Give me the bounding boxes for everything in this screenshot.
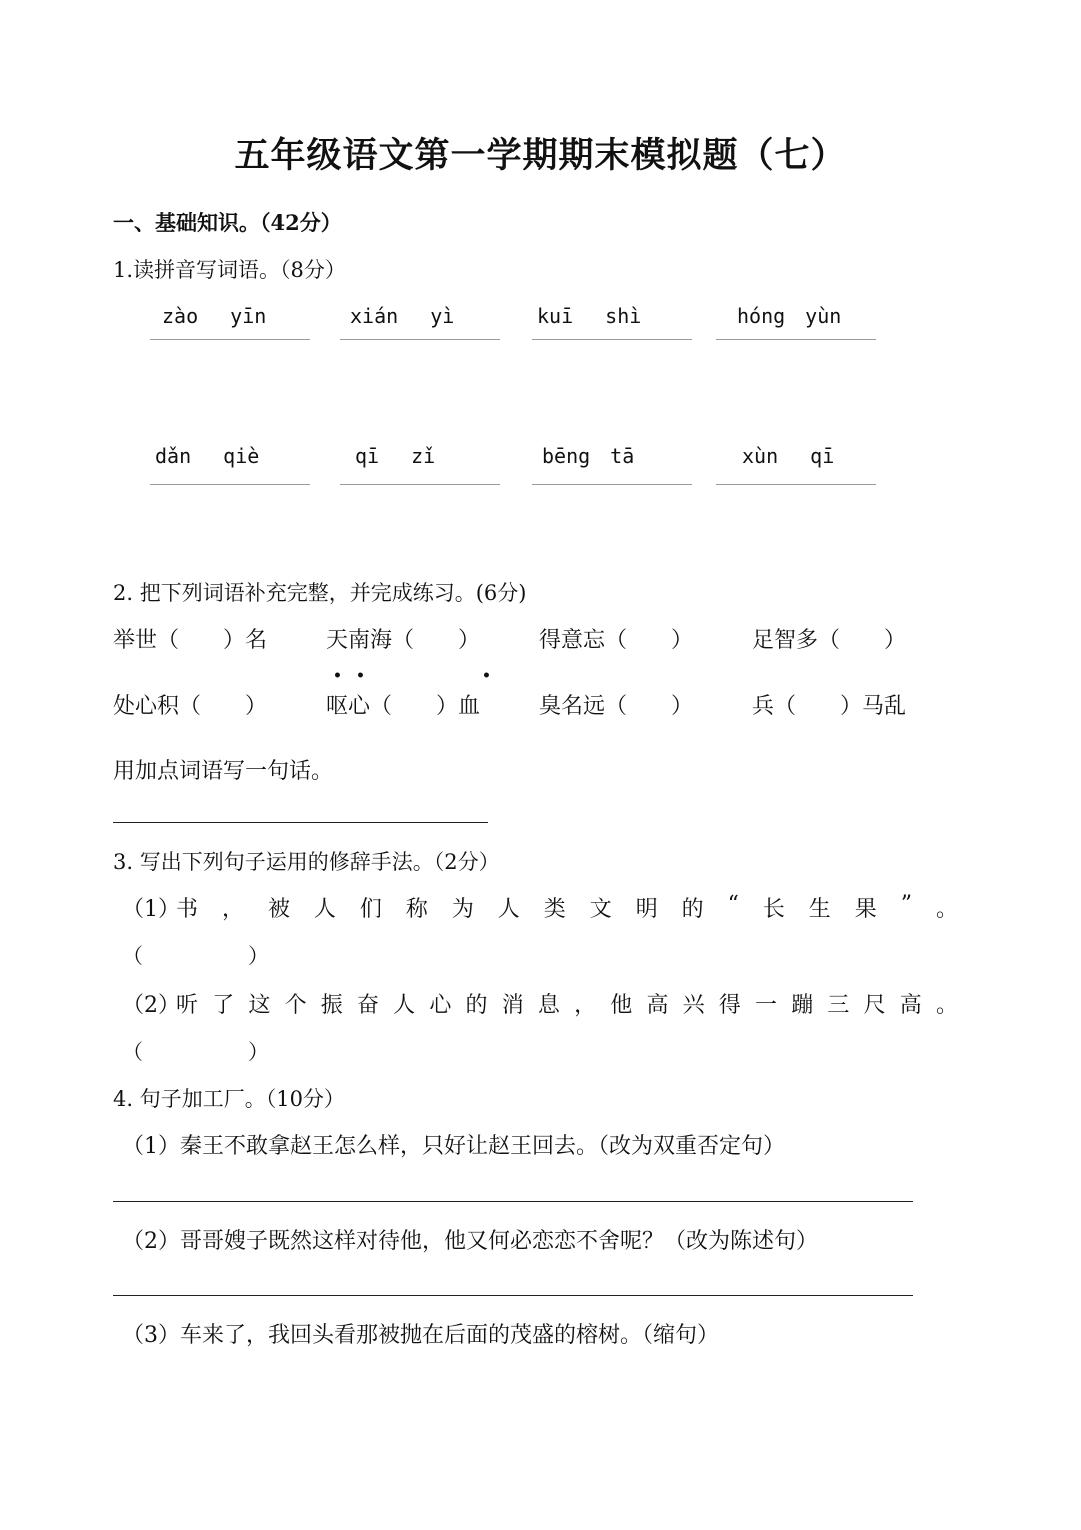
pinyin-2-2: qī zǐ [355, 444, 436, 468]
emphasis-dot: • [482, 668, 491, 684]
page-title: 五年级语文第一学期期末模拟题（七） [234, 135, 847, 176]
sentence-char: 蹦 [791, 993, 814, 1018]
pinyin-1-2: xián yì [350, 304, 455, 328]
sentence-char: 被 [267, 897, 290, 922]
sentence-char: 明 [635, 897, 658, 922]
sentence-char: 的 [681, 897, 704, 922]
sentence-char: 尺 [863, 993, 886, 1018]
sentence-char: 称 [405, 897, 428, 922]
sentence-2-prefix: （2） [122, 993, 180, 1018]
sentence-char: 消 [501, 993, 524, 1018]
idiom-1[interactable]: 举世（ ）名 [113, 628, 268, 653]
sentence-char: 们 [359, 897, 382, 922]
sentence-char: 长 [762, 897, 785, 922]
question-4-item-2: （2）哥哥嫂子既然这样对待他，他又何必恋恋不舍呢？（改为陈述句） [122, 1229, 818, 1254]
question-3-label: 3. 写出下列句子运用的修辞手法。（2分） [113, 850, 500, 874]
sentence-char: 一 [755, 993, 778, 1018]
answer-line[interactable] [113, 1201, 913, 1202]
sentence-char: 心 [429, 993, 452, 1018]
sentence-char: 奋 [356, 993, 379, 1018]
answer-line[interactable] [113, 1295, 913, 1296]
answer-line[interactable] [532, 339, 692, 340]
answer-line[interactable] [340, 339, 500, 340]
idiom-5[interactable]: 处心积（ ） [113, 694, 268, 719]
answer-blank[interactable]: （ ） [122, 1040, 269, 1064]
sentence-char: 高 [646, 993, 669, 1018]
sentence-char: 振 [320, 993, 343, 1018]
emphasis-dot: • [356, 668, 365, 684]
sentence-char: 人 [393, 993, 416, 1018]
sentence-char: 。 [935, 897, 958, 922]
answer-line[interactable] [150, 484, 310, 485]
sentence-char: ， [221, 897, 244, 922]
sentence-char: 这 [248, 993, 271, 1018]
sentence-1 [176, 892, 958, 923]
pinyin-1-4: hóng yùn [737, 304, 842, 328]
sentence-char: 高 [899, 993, 922, 1018]
section-1-heading: 一、基础知识。（42分） [113, 210, 342, 235]
answer-line[interactable] [532, 484, 692, 485]
idiom-7[interactable]: 臭名远（ ） [539, 694, 694, 719]
answer-line[interactable] [150, 339, 310, 340]
sentence-char: 的 [465, 993, 488, 1018]
pinyin-2-3: bēng tā [542, 444, 635, 468]
answer-line[interactable] [716, 484, 876, 485]
sentence-char: 果 [854, 897, 877, 922]
sentence-char: 个 [284, 993, 307, 1018]
idiom-6[interactable]: 呕心（ ）血 [326, 694, 481, 719]
emphasis-dot: • [333, 668, 342, 684]
idiom-2[interactable]: 天南海（ ） [326, 628, 481, 653]
pinyin-2-1: dǎn qiè [155, 444, 260, 468]
sentence-char: 他 [610, 993, 633, 1018]
pinyin-1-3: kuī shì [537, 304, 642, 328]
sentence-char: 为 [451, 897, 474, 922]
sentence-char: 兴 [682, 993, 705, 1018]
sentence-char: 人 [313, 897, 336, 922]
pinyin-2-4: xùn qī [742, 444, 835, 468]
idiom-3[interactable]: 得意忘（ ） [539, 628, 694, 653]
sentence-char: 得 [718, 993, 741, 1018]
sentence-char: 类 [543, 897, 566, 922]
sentence-char: 。 [935, 993, 958, 1018]
sentence-char: “ [727, 892, 739, 917]
question-4-item-1: （1）秦王不敢拿赵王怎么样，只好让赵王回去。（改为双重否定句） [122, 1134, 785, 1159]
sentence-char: 听 [176, 993, 199, 1018]
answer-line[interactable] [716, 339, 876, 340]
idiom-8[interactable]: 兵（ ）马乱 [752, 694, 907, 719]
sentence-char: 人 [497, 897, 520, 922]
sentence-char: 息 [537, 993, 560, 1018]
question-4-label: 4. 句子加工厂。（10分） [113, 1087, 345, 1111]
question-2-label: 2. 把下列词语补充完整，并完成练习。(6分) [113, 581, 527, 605]
sentence-char: 书 [176, 897, 199, 922]
sentence-char: 文 [589, 897, 612, 922]
answer-line[interactable] [113, 822, 488, 823]
sentence-1-prefix: （1） [122, 897, 180, 922]
sentence-char: 三 [827, 993, 850, 1018]
sentence-2 [176, 988, 958, 1019]
question-1-label: 1.读拼音写词语。（8分） [113, 258, 346, 282]
answer-line[interactable] [340, 484, 500, 485]
answer-blank[interactable]: （ ） [122, 944, 269, 968]
sentence-char: ” [900, 892, 912, 917]
sentence-char: 生 [808, 897, 831, 922]
sentence-char: 了 [212, 993, 235, 1018]
pinyin-1-1: zào yīn [162, 304, 267, 328]
question-4-item-3: （3）车来了，我回头看那被抛在后面的茂盛的榕树。（缩句） [122, 1323, 719, 1348]
question-2-instruction: 用加点词语写一句话。 [113, 759, 334, 784]
idiom-4[interactable]: 足智多（ ） [752, 628, 907, 653]
sentence-char: ， [574, 993, 597, 1018]
